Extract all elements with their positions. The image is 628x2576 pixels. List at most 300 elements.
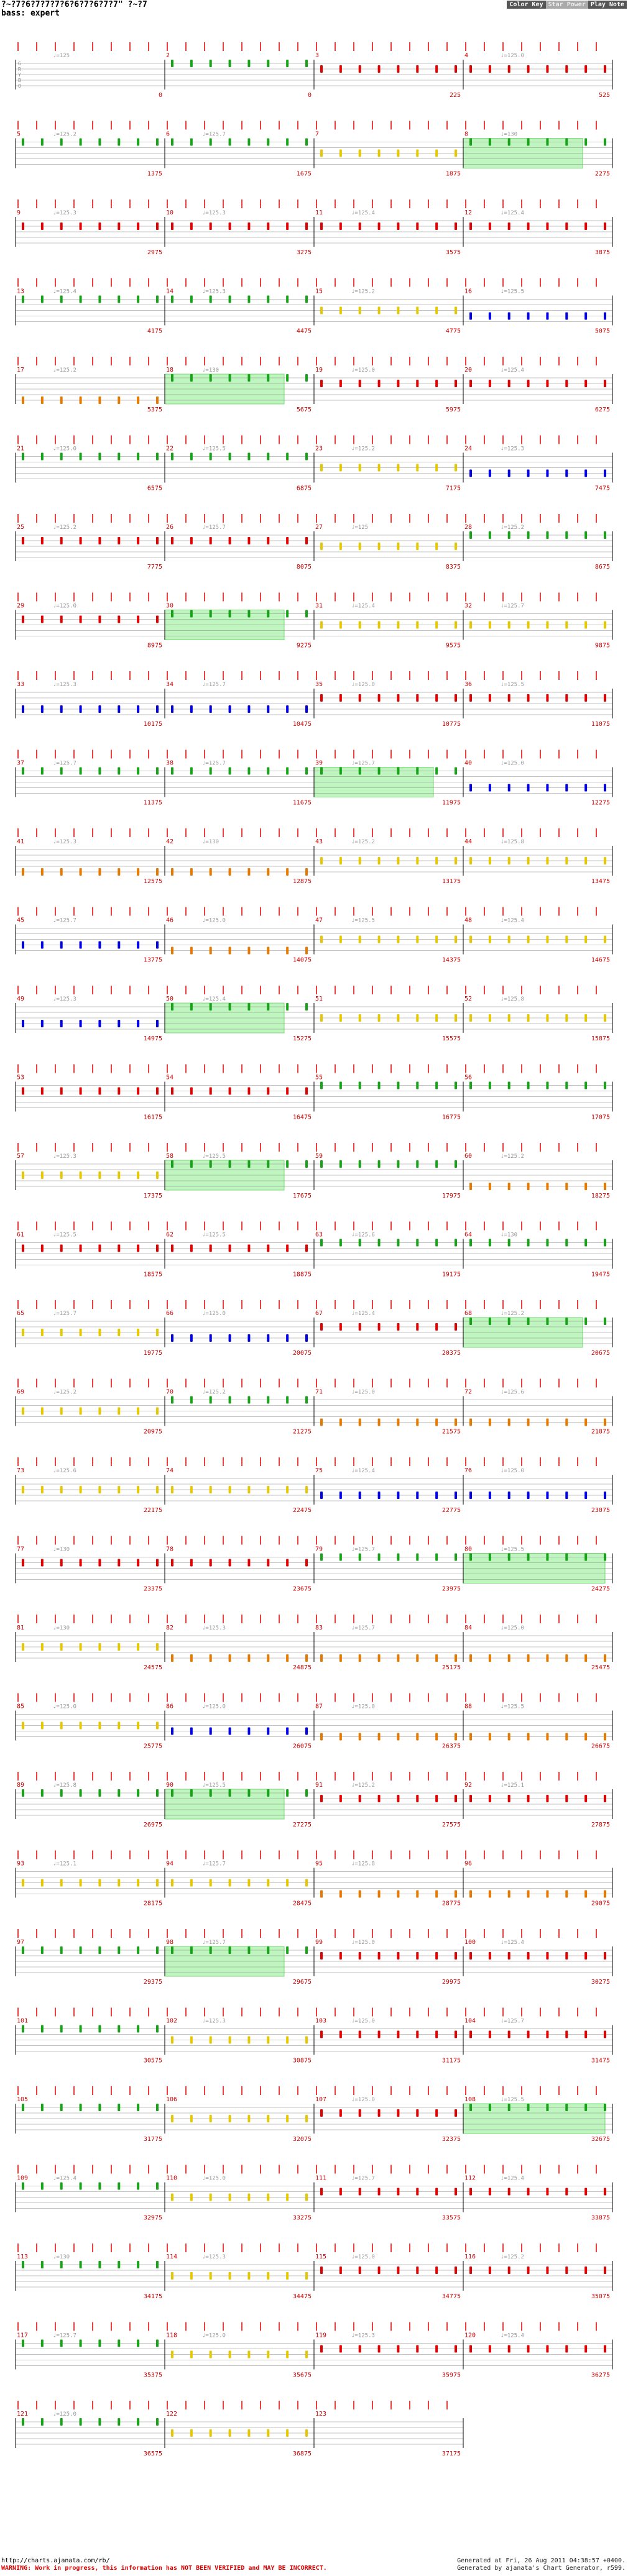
score-value: 31475 bbox=[591, 2057, 610, 2065]
note-gem bbox=[210, 1789, 212, 1797]
note-gem bbox=[41, 1329, 44, 1336]
note-gem bbox=[469, 1239, 472, 1247]
score-value: 2275 bbox=[594, 170, 610, 178]
note-gem bbox=[584, 1554, 587, 1561]
note-gem bbox=[22, 1879, 24, 1887]
note-gem bbox=[156, 1879, 159, 1887]
tempo-marking: ♩=125.8 bbox=[351, 1861, 375, 1868]
note-gem bbox=[137, 616, 139, 623]
tempo-marking: ♩=125.0 bbox=[501, 1468, 524, 1474]
note-gem bbox=[546, 621, 548, 629]
note-gem bbox=[60, 1020, 63, 1027]
note-gem bbox=[267, 2429, 269, 2437]
score-value: 15575 bbox=[441, 1035, 461, 1042]
measure-number: 86 bbox=[166, 1703, 174, 1710]
note-gem bbox=[397, 857, 399, 864]
measure-number: 72 bbox=[464, 1388, 473, 1396]
note-gem bbox=[156, 768, 159, 775]
note-gem bbox=[489, 1654, 491, 1662]
note-gem bbox=[320, 1160, 323, 1168]
note-gem bbox=[267, 2037, 269, 2044]
score-value: 12275 bbox=[591, 799, 610, 807]
note-gem bbox=[604, 1239, 606, 1247]
tempo-marking: ♩=125.0 bbox=[202, 1311, 226, 1317]
score-value: 23075 bbox=[591, 1507, 610, 1514]
tempo-marking: ♩=125 bbox=[53, 53, 70, 59]
note-gem bbox=[320, 222, 323, 230]
note-gem bbox=[378, 1014, 381, 1022]
note-gem bbox=[247, 1654, 250, 1662]
tempo-marking: ♩=125.5 bbox=[501, 1546, 524, 1553]
note-gem bbox=[565, 380, 568, 387]
note-gem bbox=[455, 307, 457, 314]
note-gem bbox=[604, 1014, 606, 1022]
note-gem bbox=[137, 1559, 139, 1567]
note-gem bbox=[190, 868, 193, 876]
note-gem bbox=[80, 1329, 82, 1336]
note-gem bbox=[190, 1088, 193, 1095]
score-value: 8675 bbox=[594, 564, 610, 571]
note-gem bbox=[286, 705, 289, 713]
score-value: 7775 bbox=[147, 564, 162, 571]
tempo-marking: ♩=125.0 bbox=[351, 1940, 375, 1946]
note-gem bbox=[584, 2104, 587, 2111]
note-gem bbox=[190, 705, 193, 713]
note-gem bbox=[339, 380, 342, 387]
note-gem bbox=[247, 2351, 250, 2358]
score-value: 4175 bbox=[147, 328, 162, 335]
note-gem bbox=[41, 1789, 44, 1797]
score-value: 6875 bbox=[296, 485, 312, 492]
score-value: 33575 bbox=[441, 2214, 461, 2222]
tempo-marking: ♩=125.8 bbox=[501, 839, 524, 845]
note-gem bbox=[416, 1160, 418, 1168]
note-gem bbox=[286, 1088, 289, 1095]
note-gem bbox=[210, 947, 212, 955]
note-gem bbox=[416, 222, 418, 230]
note-gem bbox=[455, 1733, 457, 1741]
score-value: 9275 bbox=[296, 642, 312, 649]
note-gem bbox=[156, 2025, 159, 2033]
score-value: 13775 bbox=[143, 956, 162, 964]
note-gem bbox=[267, 610, 269, 618]
note-gem bbox=[98, 1879, 101, 1887]
note-gem bbox=[435, 380, 438, 387]
note-gem bbox=[171, 2272, 173, 2280]
tempo-marking: ♩=125.0 bbox=[351, 682, 375, 688]
measure-number: 62 bbox=[166, 1231, 174, 1239]
note-gem bbox=[229, 1245, 231, 1252]
score-value: 1875 bbox=[445, 170, 461, 178]
tempo-marking: ♩=125.0 bbox=[202, 917, 226, 924]
note-gem bbox=[546, 1654, 548, 1662]
measure-number: 35 bbox=[315, 681, 323, 688]
note-gem bbox=[508, 2267, 510, 2274]
note-gem bbox=[584, 2267, 587, 2274]
measure-number: 73 bbox=[17, 1467, 25, 1474]
note-gem bbox=[267, 705, 269, 713]
score-value: 17075 bbox=[591, 1114, 610, 1121]
score-value: 23975 bbox=[441, 1585, 461, 1593]
generator-info: Generated by ajanata's Chart Generator, r599. bbox=[457, 2565, 626, 2572]
note-gem bbox=[286, 1789, 289, 1797]
note-gem bbox=[118, 1559, 120, 1567]
measure-number: 93 bbox=[17, 1860, 25, 1868]
note-gem bbox=[416, 2188, 418, 2196]
note-gem bbox=[137, 2104, 139, 2111]
note-gem bbox=[137, 1879, 139, 1887]
note-gem bbox=[339, 1239, 342, 1247]
note-gem bbox=[98, 1643, 101, 1651]
measure-number: 120 bbox=[464, 2332, 476, 2339]
note-gem bbox=[489, 936, 491, 943]
note-gem bbox=[41, 396, 44, 404]
note-gem bbox=[416, 1014, 418, 1022]
note-gem bbox=[137, 1789, 139, 1797]
note-gem bbox=[267, 947, 269, 955]
note-gem bbox=[171, 1789, 173, 1797]
score-value: 17975 bbox=[441, 1193, 461, 1199]
score-value: 35375 bbox=[143, 2372, 162, 2379]
note-gem bbox=[41, 2183, 44, 2190]
note-gem bbox=[435, 2267, 438, 2274]
score-value: 20075 bbox=[292, 1350, 312, 1357]
note-gem bbox=[267, 1559, 269, 1567]
note-gem bbox=[80, 537, 82, 544]
note-gem bbox=[60, 1171, 63, 1179]
score-value: 14675 bbox=[591, 956, 610, 964]
color-key-play-note: Play Note bbox=[588, 1, 627, 9]
note-gem bbox=[22, 1171, 24, 1179]
note-gem bbox=[435, 1733, 438, 1741]
measure-number: 16 bbox=[464, 288, 473, 295]
tempo-marking: ♩=125.7 bbox=[202, 131, 226, 138]
note-gem bbox=[527, 313, 530, 320]
note-gem bbox=[469, 1014, 472, 1022]
note-gem bbox=[156, 1789, 159, 1797]
note-gem bbox=[489, 1952, 491, 1960]
note-gem bbox=[137, 2261, 139, 2268]
note-gem bbox=[416, 694, 418, 702]
note-gem bbox=[98, 222, 101, 230]
note-gem bbox=[190, 1654, 193, 1662]
note-gem bbox=[435, 1891, 438, 1898]
measure-number: 77 bbox=[17, 1546, 25, 1553]
note-gem bbox=[267, 1245, 269, 1252]
note-gem bbox=[247, 2429, 250, 2437]
measure-number: 32 bbox=[464, 602, 473, 610]
measure-number: 113 bbox=[17, 2253, 29, 2260]
note-gem bbox=[247, 537, 250, 544]
note-gem bbox=[286, 374, 289, 382]
note-gem bbox=[190, 374, 193, 382]
note-gem bbox=[98, 1946, 101, 1954]
measure-number: 101 bbox=[17, 2017, 29, 2025]
note-gem bbox=[469, 1654, 472, 1662]
note-gem bbox=[489, 1554, 491, 1561]
note-gem bbox=[339, 1160, 342, 1168]
note-gem bbox=[604, 784, 606, 792]
note-gem bbox=[489, 621, 491, 629]
score-value: 24575 bbox=[143, 1664, 162, 1671]
note-gem bbox=[80, 1171, 82, 1179]
note-gem bbox=[527, 1795, 530, 1802]
score-value: 6575 bbox=[147, 485, 162, 492]
note-gem bbox=[489, 139, 491, 146]
measure-number: 17 bbox=[17, 367, 25, 374]
note-gem bbox=[508, 2104, 510, 2111]
note-gem bbox=[320, 543, 323, 550]
note-gem bbox=[247, 768, 250, 775]
note-gem bbox=[489, 1239, 491, 1247]
tempo-marking: ♩=130 bbox=[501, 1232, 518, 1239]
note-gem bbox=[98, 2104, 101, 2111]
measure-number: 105 bbox=[17, 2096, 29, 2103]
note-gem bbox=[190, 1160, 193, 1168]
note-gem bbox=[305, 1396, 308, 1404]
note-gem bbox=[247, 1559, 250, 1567]
note-gem bbox=[267, 1879, 269, 1887]
note-gem bbox=[397, 768, 399, 775]
note-gem bbox=[469, 2188, 472, 2196]
note-gem bbox=[305, 1654, 308, 1662]
note-gem bbox=[247, 222, 250, 230]
note-gem bbox=[416, 1082, 418, 1089]
note-gem bbox=[416, 2345, 418, 2353]
measure-number: 23 bbox=[315, 445, 323, 452]
measure-number: 9 bbox=[17, 209, 21, 216]
note-gem bbox=[604, 936, 606, 943]
measure-number: 89 bbox=[17, 1782, 25, 1789]
note-gem bbox=[98, 1088, 101, 1095]
note-gem bbox=[190, 296, 193, 303]
note-gem bbox=[247, 374, 250, 382]
note-gem bbox=[98, 2025, 101, 2033]
note-gem bbox=[229, 1654, 231, 1662]
note-gem bbox=[267, 1789, 269, 1797]
note-gem bbox=[60, 1879, 63, 1887]
note-gem bbox=[546, 694, 548, 702]
note-gem bbox=[137, 296, 139, 303]
note-gem bbox=[397, 2031, 399, 2038]
measure-number: 27 bbox=[315, 524, 323, 531]
note-gem bbox=[320, 2267, 323, 2274]
note-gem bbox=[171, 1879, 173, 1887]
lane-label: Y bbox=[18, 72, 21, 78]
note-gem bbox=[267, 453, 269, 461]
score-value: 24875 bbox=[292, 1664, 312, 1671]
note-gem bbox=[339, 1733, 342, 1741]
note-gem bbox=[22, 2261, 24, 2268]
note-gem bbox=[210, 60, 212, 67]
note-gem bbox=[469, 2104, 472, 2111]
measure-number: 54 bbox=[166, 1074, 174, 1081]
measure-number: 63 bbox=[315, 1231, 323, 1239]
note-gem bbox=[397, 1160, 399, 1168]
accuracy-warning: WARNING: Work in progress, this information has NOT BEEN VERIFIED and MAY BE INCORRECT. bbox=[1, 2565, 327, 2572]
note-gem bbox=[22, 453, 24, 461]
tempo-marking: ♩=125.2 bbox=[202, 1389, 226, 1396]
tempo-marking: ♩=125.4 bbox=[351, 1311, 375, 1317]
note-gem bbox=[469, 139, 472, 146]
note-gem bbox=[22, 1789, 24, 1797]
note-gem bbox=[565, 2031, 568, 2038]
tempo-marking: ♩=125.4 bbox=[501, 1940, 524, 1946]
note-gem bbox=[565, 784, 568, 792]
note-gem bbox=[378, 768, 381, 775]
site-url[interactable]: http://charts.ajanata.com/rb/ bbox=[1, 2557, 110, 2564]
tempo-marking: ♩=125.0 bbox=[351, 2018, 375, 2025]
note-gem bbox=[190, 1559, 193, 1567]
note-gem bbox=[435, 1795, 438, 1802]
note-gem bbox=[41, 942, 44, 949]
score-value: 1675 bbox=[296, 170, 312, 178]
note-gem bbox=[137, 868, 139, 876]
note-gem bbox=[137, 1020, 139, 1027]
note-gem bbox=[435, 307, 438, 314]
note-gem bbox=[435, 1419, 438, 1426]
measure-number: 95 bbox=[315, 1860, 323, 1868]
note-gem bbox=[584, 2188, 587, 2196]
note-gem bbox=[435, 1014, 438, 1022]
note-gem bbox=[267, 1160, 269, 1168]
note-gem bbox=[41, 1559, 44, 1567]
score-value: 31175 bbox=[441, 2057, 461, 2065]
note-gem bbox=[171, 947, 173, 955]
measure-number: 84 bbox=[464, 1625, 473, 1631]
measure-number: 7 bbox=[315, 131, 320, 138]
note-gem bbox=[416, 768, 418, 775]
score-value: 30275 bbox=[591, 1979, 610, 1986]
note-gem bbox=[41, 537, 44, 544]
note-gem bbox=[584, 380, 587, 387]
score-value: 19475 bbox=[591, 1271, 610, 1278]
note-gem bbox=[60, 2418, 63, 2426]
score-value: 10175 bbox=[143, 721, 162, 728]
note-gem bbox=[489, 1183, 491, 1190]
note-gem bbox=[359, 222, 361, 230]
note-gem bbox=[435, 1654, 438, 1662]
note-gem bbox=[604, 1183, 606, 1190]
note-gem bbox=[247, 1003, 250, 1011]
note-gem bbox=[156, 2418, 159, 2426]
note-gem bbox=[339, 222, 342, 230]
measure-number: 115 bbox=[315, 2253, 327, 2260]
note-gem bbox=[60, 1088, 63, 1095]
note-gem bbox=[229, 374, 231, 382]
note-gem bbox=[229, 139, 231, 146]
note-gem bbox=[98, 1171, 101, 1179]
note-gem bbox=[41, 2340, 44, 2347]
note-gem bbox=[156, 222, 159, 230]
note-gem bbox=[378, 2345, 381, 2353]
note-gem bbox=[584, 694, 587, 702]
tempo-marking: ♩=125.7 bbox=[501, 603, 524, 610]
note-gem bbox=[156, 296, 159, 303]
note-gem bbox=[156, 1643, 159, 1651]
note-gem bbox=[584, 313, 587, 320]
score-value: 10475 bbox=[292, 721, 312, 728]
note-gem bbox=[455, 1419, 457, 1426]
note-gem bbox=[469, 2345, 472, 2353]
tempo-marking: ♩=125.2 bbox=[53, 131, 76, 138]
note-gem bbox=[247, 2194, 250, 2201]
note-gem bbox=[305, 2351, 308, 2358]
score-value: 35675 bbox=[292, 2372, 312, 2379]
note-gem bbox=[339, 2345, 342, 2353]
note-gem bbox=[397, 307, 399, 314]
note-gem bbox=[378, 1419, 381, 1426]
measure-number: 10 bbox=[166, 209, 174, 216]
note-gem bbox=[305, 1728, 308, 1735]
note-gem bbox=[508, 1419, 510, 1426]
tempo-marking: ♩=125.8 bbox=[53, 1782, 76, 1789]
note-gem bbox=[229, 768, 231, 775]
note-gem bbox=[305, 2115, 308, 2122]
note-gem bbox=[508, 2345, 510, 2353]
note-gem bbox=[98, 942, 101, 949]
note-gem bbox=[60, 1329, 63, 1336]
note-gem bbox=[546, 1795, 548, 1802]
tempo-marking: ♩=125.2 bbox=[53, 367, 76, 374]
note-gem bbox=[527, 1554, 530, 1561]
note-gem bbox=[267, 2272, 269, 2280]
note-gem bbox=[584, 2345, 587, 2353]
measure-number: 43 bbox=[315, 838, 323, 845]
note-gem bbox=[435, 1554, 438, 1561]
note-gem bbox=[60, 705, 63, 713]
note-gem bbox=[137, 1088, 139, 1095]
note-gem bbox=[565, 1654, 568, 1662]
note-gem bbox=[305, 2429, 308, 2437]
tempo-marking: ♩=125.0 bbox=[351, 2097, 375, 2103]
note-gem bbox=[546, 139, 548, 146]
note-gem bbox=[435, 1492, 438, 1499]
note-gem bbox=[41, 1879, 44, 1887]
measure-number: 118 bbox=[166, 2332, 178, 2339]
note-gem bbox=[286, 60, 289, 67]
note-gem bbox=[508, 1082, 510, 1089]
note-gem bbox=[98, 2261, 101, 2268]
note-gem bbox=[22, 2025, 24, 2033]
note-gem bbox=[604, 380, 606, 387]
note-gem bbox=[416, 380, 418, 387]
note-gem bbox=[489, 857, 491, 864]
note-gem bbox=[359, 1160, 361, 1168]
note-gem bbox=[378, 1654, 381, 1662]
note-gem bbox=[156, 396, 159, 404]
note-gem bbox=[416, 2031, 418, 2038]
note-gem bbox=[98, 1408, 101, 1415]
note-gem bbox=[247, 2272, 250, 2280]
measure-number: 8 bbox=[464, 131, 469, 138]
note-gem bbox=[359, 1554, 361, 1561]
note-gem bbox=[339, 1082, 342, 1089]
note-gem bbox=[305, 868, 308, 876]
note-gem bbox=[604, 857, 606, 864]
note-gem bbox=[584, 470, 587, 477]
note-gem bbox=[98, 1020, 101, 1027]
note-gem bbox=[305, 1559, 308, 1567]
measure-number: 18 bbox=[166, 367, 174, 374]
measure-number: 28 bbox=[464, 524, 473, 531]
note-gem bbox=[210, 2351, 212, 2358]
note-gem bbox=[118, 942, 120, 949]
score-value: 8975 bbox=[147, 642, 162, 649]
note-gem bbox=[546, 531, 548, 539]
note-gem bbox=[210, 705, 212, 713]
tempo-marking: ♩=125.4 bbox=[501, 367, 524, 374]
